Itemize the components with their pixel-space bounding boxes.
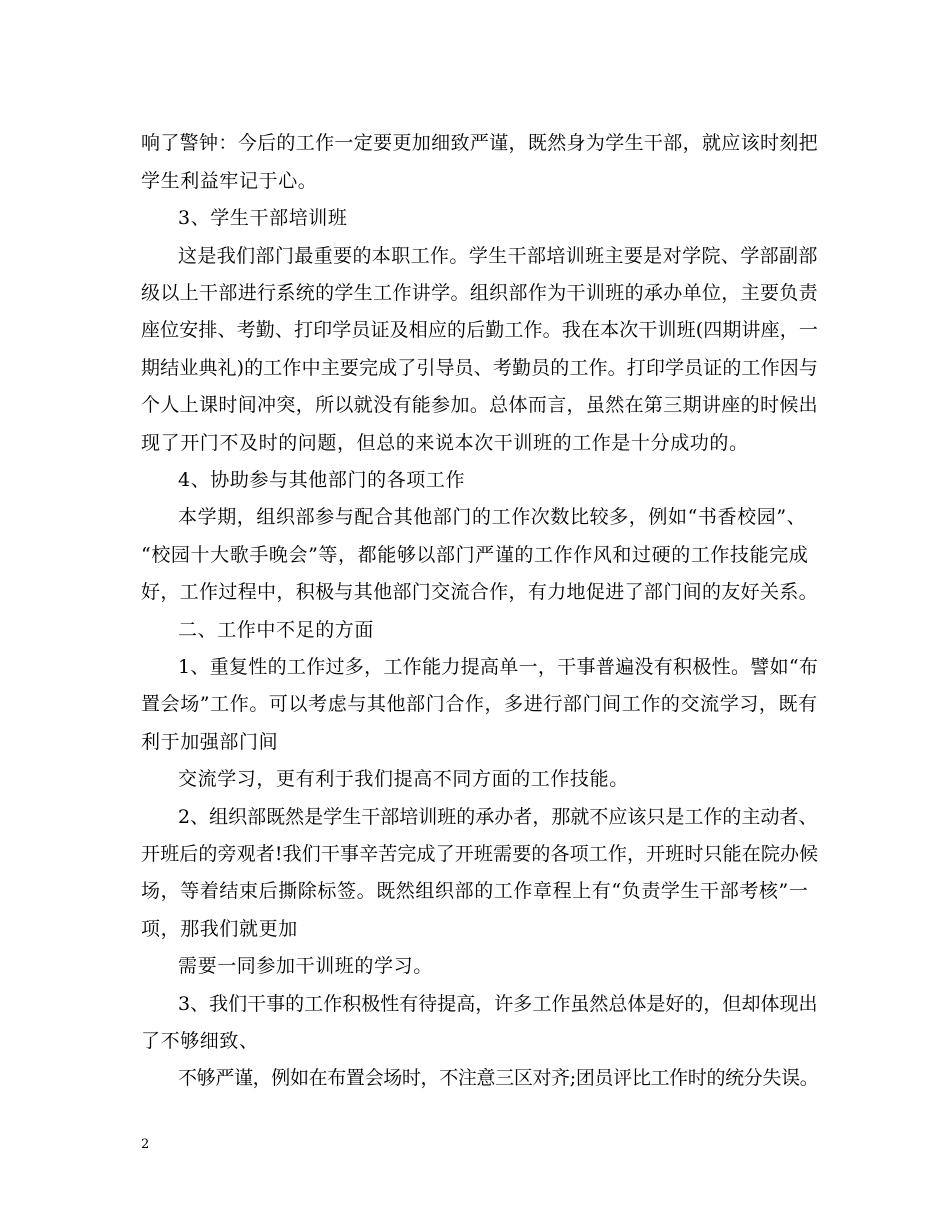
text-line: 个人上课时间冲突，所以就没有能参加。总体而言，虽然在第三期讲座的时候出 [141, 394, 819, 416]
text-line: 置会场”工作。可以考虑与其他部门合作，多进行部门间工作的交流学习，既有 [141, 693, 818, 715]
text-line: 交流学习，更有利于我们提高不同方面的工作技能。 [178, 768, 629, 790]
text-line: 3、我们干事的工作积极性有待提高，许多工作虽然总体是好的，但却体现出 [178, 993, 818, 1015]
text-line: 2、组织部既然是学生干部培训班的承办者，那就不应该只是工作的主动者、 [178, 806, 818, 828]
text-line: 开班后的旁观者!我们干事辛苦完成了开班需要的各项工作，开班时只能在院办候 [141, 843, 819, 865]
text-line: 座位安排、考勤、打印学员证及相应的后勤工作。我在本次干训班(四期讲座，一 [141, 319, 819, 341]
section-heading: 二、工作中不足的方面 [178, 619, 375, 641]
text-line: “校园十大歌手晚会”等，都能够以部门严谨的工作作风和过硬的工作技能完成 [141, 544, 809, 566]
text-line: 了不够细致、 [141, 1030, 259, 1052]
text-line: 现了开门不及时的问题，但总的来说本次干训班的工作是十分成功的。 [141, 432, 749, 454]
text-line: 1、重复性的工作过多，工作能力提高单一，干事普遍没有积极性。譬如“布 [178, 656, 819, 678]
text-line: 项，那我们就更加 [141, 918, 298, 940]
section-heading: 3、学生干部培训班 [178, 207, 348, 229]
text-line: 本学期，组织部参与配合其他部门的工作次数比较多，例如“书香校园”、 [178, 506, 807, 528]
text-line: 场，等着结束后撕除标签。既然组织部的工作章程上有“负责学生干部考核”一 [141, 880, 809, 902]
text-line: 利于加强部门间 [141, 731, 279, 753]
text-line: 响了警钟：今后的工作一定要更加细致严谨，既然身为学生干部，就应该时刻把 [141, 132, 819, 154]
text-line: 级以上干部进行系统的学生工作讲学。组织部作为干训班的承办单位，主要负责 [141, 282, 819, 304]
text-line: 期结业典礼)的工作中主要完成了引导员、考勤员的工作。打印学员证的工作因与 [141, 357, 819, 379]
text-line: 学生利益牢记于心。 [141, 170, 318, 192]
section-heading: 4、协助参与其他部门的各项工作 [178, 469, 466, 491]
text-line: 不够严谨，例如在布置会场时，不注意三区对齐;团员评比工作时的统分失误。 [178, 1067, 819, 1089]
text-line: 这是我们部门最重要的本职工作。学生干部培训班主要是对学院、学部副部 [178, 245, 818, 267]
text-line: 好，工作过程中，积极与其他部门交流合作，有力地促进了部门间的友好关系。 [141, 581, 819, 603]
page-number: 2 [141, 1137, 150, 1152]
text-line: 需要一同参加干训班的学习。 [178, 955, 433, 977]
